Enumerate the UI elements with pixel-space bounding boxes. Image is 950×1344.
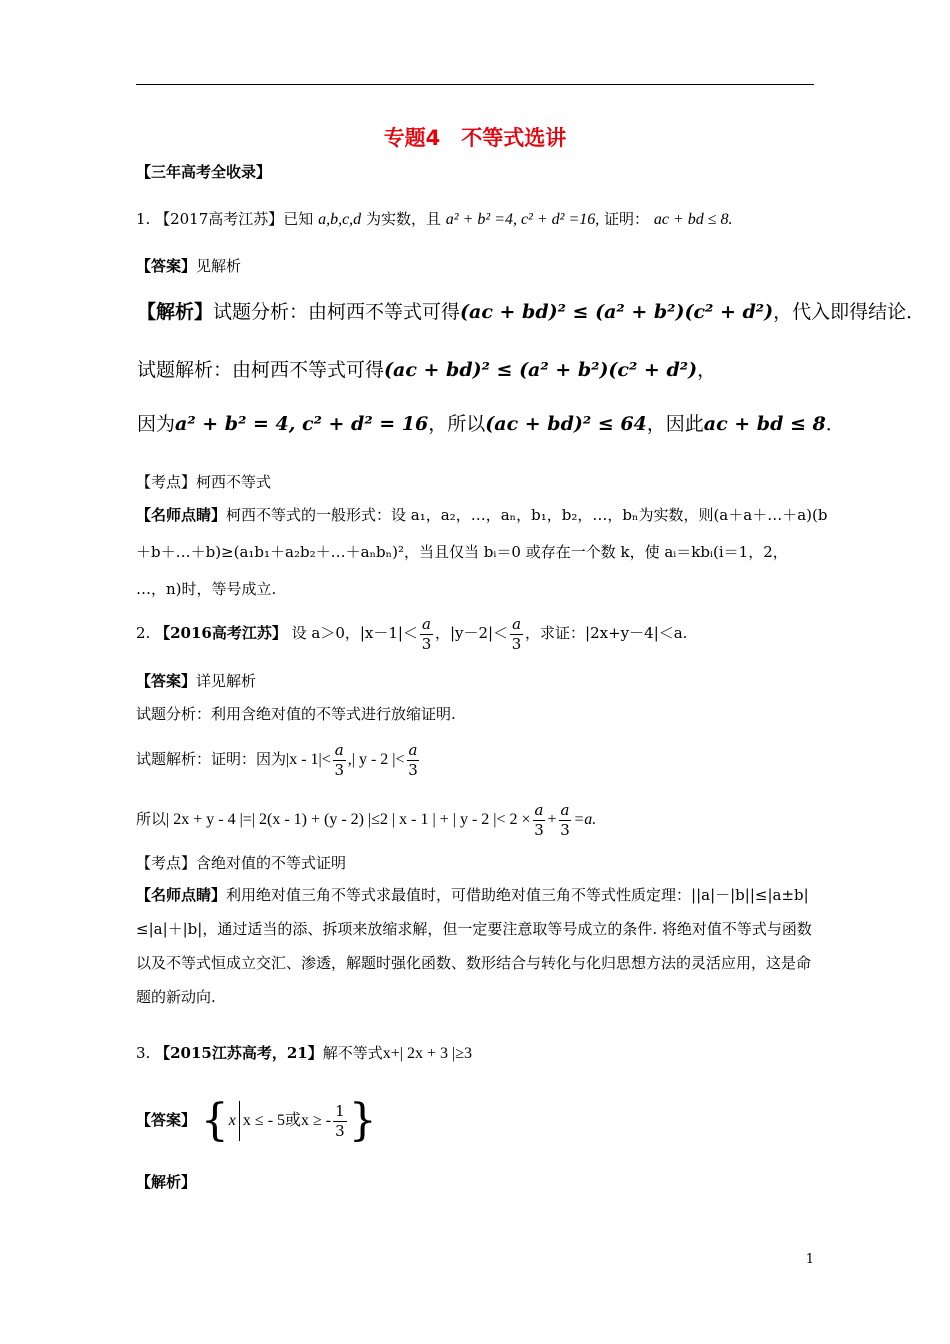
q2-kaodian-text: 含绝对值的不等式证明: [196, 854, 347, 872]
q1-text-c: 证明：: [604, 210, 650, 228]
q2-statement: [136, 612, 687, 654]
q2-kaodian: [136, 853, 346, 873]
q3-statement: [136, 1043, 472, 1064]
q2-frac2-den: 3: [511, 634, 522, 653]
q1-number: 1.: [136, 210, 151, 228]
q1-because-text: 因为: [137, 413, 176, 435]
q2-analysis: 试题分析：利用含绝对值的不等式进行放缩证明.: [136, 705, 456, 723]
q1-kaodian-text: 柯西不等式: [196, 473, 272, 491]
q1-text-b: 为实数，且: [365, 210, 441, 228]
q2-text-b: ，|y－2|＜: [434, 624, 509, 642]
q1-tip-line1: [136, 505, 827, 525]
q2-sol-fraction-2: [407, 740, 420, 779]
q2-so-formula: | 2x + y - 4 |=| 2(x - 1) + (y - 2) |≤2 | x - 1 | + | y - 2 |< 2 ×: [166, 811, 531, 828]
q1-kaodian-label: 【考点】: [136, 473, 197, 491]
q1-kaodian: [136, 472, 271, 492]
q1-answer: [136, 256, 241, 276]
q2-sol-frac1-num: a: [334, 740, 344, 759]
q1-tip-line3: …，n)时，等号成立.: [136, 580, 277, 598]
q2-sol-frac2-num: a: [408, 740, 418, 759]
q2-so-frac1-num: a: [534, 800, 544, 819]
header-rule: [136, 84, 814, 85]
q2-tip-label: 【名师点睛】: [136, 886, 227, 904]
q2-number: 2.: [136, 624, 151, 642]
q2-frac1-den: 3: [421, 634, 432, 653]
q1-therefore-text: ，因此: [646, 413, 704, 435]
q2-kaodian-label: 【考点】: [136, 854, 197, 872]
q2-so-plus: +: [547, 811, 557, 828]
q2-so-end: =a.: [573, 811, 597, 828]
q2-text-c: ，求证：|2x+y－4|＜a.: [525, 624, 688, 642]
q1-analysis-formula: (ac + bd)² ≤ (a² + b²)(c² + d²): [460, 301, 774, 323]
q3-frac-num: 1: [335, 1101, 345, 1120]
q1-answer-text: 见解析: [196, 257, 242, 275]
q2-solution-prefix: 试题解析：证明：因为: [136, 750, 287, 768]
q1-analysis: [137, 297, 925, 324]
q2-so-fraction-1: [533, 800, 546, 839]
set-divider: [239, 1101, 240, 1141]
q2-frac1-num: a: [422, 614, 431, 633]
q2-solution-a: |x - 1|<: [286, 751, 331, 768]
q3-number: 3.: [136, 1044, 151, 1062]
q3-answer: [136, 1090, 377, 1151]
q1-tip-label: 【名师点睛】: [136, 506, 227, 524]
q2-fraction-1: [420, 614, 433, 653]
q3-text: 解不等式: [322, 1044, 383, 1062]
q1-because-formula: a² + b² = 4, c² + d² = 16: [175, 413, 429, 435]
page-number: 1: [805, 1252, 814, 1267]
q1-end: ．: [825, 413, 845, 435]
q1-analysis-label: 【解析】: [137, 301, 214, 323]
q2-frac2-num: a: [512, 614, 522, 633]
q2-tip: [136, 878, 816, 1014]
q2-so-prefix: 所以: [136, 810, 167, 828]
q3-answer-label: 【答案】: [136, 1111, 197, 1129]
q2-tip-text: 利用绝对值三角不等式求最值时，可借助绝对值三角不等式性质定理：||a|－|b||≤|a±b|≤|a|＋|b|，通过适当的添、拆项来放缩求解，但一定要注意取等号成立的条件. 将绝对值不等式与函数以及不等式恒成立交汇、渗透，解题时强化函数、数形结合与转化与化归思想方法的灵活应用，这是命题的新动向.: [136, 886, 812, 1006]
q1-solution-formula: (ac + bd)² ≤ (a² + b²)(c² + d²): [384, 359, 698, 381]
right-brace-icon: }: [348, 1095, 377, 1146]
q1-analysis-tail: ，代入即得结论．: [773, 301, 926, 323]
q1-solution-tail: ，: [697, 359, 717, 381]
q1-source: 【2017高考江苏】: [155, 210, 284, 228]
q3-source: 【2015江苏高考，21】: [155, 1044, 323, 1062]
q1-so-formula: (ac + bd)² ≤ 64: [485, 413, 647, 435]
q2-answer: [136, 671, 256, 691]
section-header: 【三年高考全收录】: [136, 163, 272, 181]
q1-condition: a² + b² =4, c² + d² =16,: [445, 211, 600, 228]
q2-sol-frac1-den: 3: [334, 760, 345, 779]
q3-set-var: x: [228, 1112, 236, 1129]
q2-so: [136, 797, 596, 842]
q1-conclusion: [137, 409, 845, 436]
q1-analysis-text: 试题分析：由柯西不等式可得: [213, 301, 461, 323]
q1-therefore-formula: ac + bd ≤ 8: [703, 413, 826, 435]
page-title: 专题4 不等式选讲: [383, 126, 567, 150]
q2-sol-fraction-1: [333, 740, 346, 779]
q2-so-frac2-num: a: [560, 800, 570, 819]
q3-analysis-label: 【解析】: [136, 1173, 197, 1191]
q3-formula: x+| 2x + 3 |≥3: [382, 1045, 472, 1062]
q1-text-a: 已知: [283, 210, 314, 228]
q2-answer-label: 【答案】: [136, 672, 197, 690]
q2-solution: [136, 737, 421, 782]
q1-solution: [137, 355, 716, 382]
q1-vars: a,b,c,d: [318, 211, 362, 228]
q3-fraction: [333, 1101, 347, 1140]
q1-so-text: ，所以: [428, 413, 486, 435]
q2-text-a: 设 a＞0，|x－1|＜: [291, 624, 418, 642]
q2-fraction-2: [510, 614, 523, 653]
left-brace-icon: {: [200, 1095, 229, 1146]
q1-answer-label: 【答案】: [136, 257, 197, 275]
q2-so-frac1-den: 3: [534, 820, 544, 839]
q1-statement: [136, 209, 733, 230]
q2-source: 【2016高考江苏】: [155, 624, 287, 642]
q2-sol-frac2-den: 3: [408, 760, 418, 779]
q1-solution-text: 试题解析：由柯西不等式可得: [137, 359, 385, 381]
q1-tip-text-1: 柯西不等式的一般形式：设 a₁，a₂，…，aₙ，b₁，b₂，…，bₙ为实数，则(a＋a＋…＋a)(b: [226, 506, 828, 524]
q2-so-frac2-den: 3: [560, 820, 570, 839]
q2-solution-b: ,| y - 2 |<: [347, 751, 405, 768]
q3-frac-den: 3: [335, 1121, 345, 1140]
q2-so-fraction-2: [559, 800, 572, 839]
q1-goal: ac + bd ≤ 8.: [653, 211, 733, 228]
q1-tip-line2: ＋b＋…＋b)≥(a₁b₁＋a₂b₂＋…＋aₙbₙ)²，当且仅当 bᵢ＝0 或存在一个数 k，使 aᵢ＝kbᵢ(i＝1，2，: [136, 543, 788, 561]
q3-set-cond: x ≤ - 5或x ≥ -: [242, 1112, 332, 1129]
q2-answer-text: 详见解析: [196, 672, 257, 690]
